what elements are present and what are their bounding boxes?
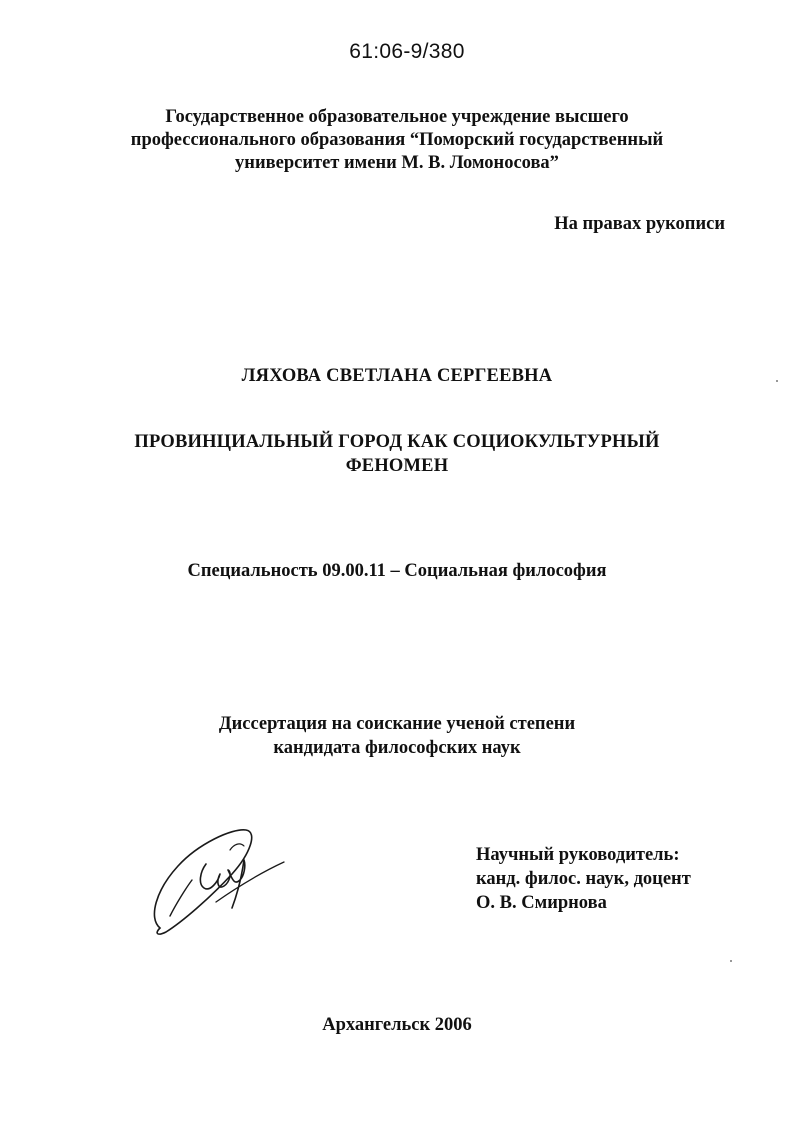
place-and-year: Архангельск 2006 [322,1015,472,1035]
degree-line-1: Диссертация на соискание ученой степени [218,714,576,734]
dissertation-title-line-2: ФЕНОМЕН [345,456,449,476]
manuscript-rights-note: На правах рукописи [554,214,725,234]
supervisor-label: Научный руководитель: [476,845,680,865]
scan-speck [730,960,732,962]
institution-line-1: Государственное образовательное учреждение высшего [165,107,629,127]
specialty: Специальность 09.00.11 – Социальная философия [187,561,607,581]
supervisor-degree: канд. филос. наук, доцент [476,869,691,889]
degree-line-2: кандидата философских наук [273,738,521,758]
supervisor-name: О. В. Смирнова [476,893,607,913]
dissertation-title-line-1: ПРОВИНЦИАЛЬНЫЙ ГОРОД КАК СОЦИОКУЛЬТУРНЫЙ [134,432,660,452]
handwritten-signature [146,820,296,940]
author-name: ЛЯХОВА СВЕТЛАНА СЕРГЕЕВНА [241,366,553,386]
institution-line-3: университет имени М. В. Ломоносова” [235,153,559,173]
catalog-code: 61:06-9/380 [349,40,465,63]
institution-line-2: профессионального образования “Поморский государственный [130,130,664,150]
scan-speck [776,380,778,382]
